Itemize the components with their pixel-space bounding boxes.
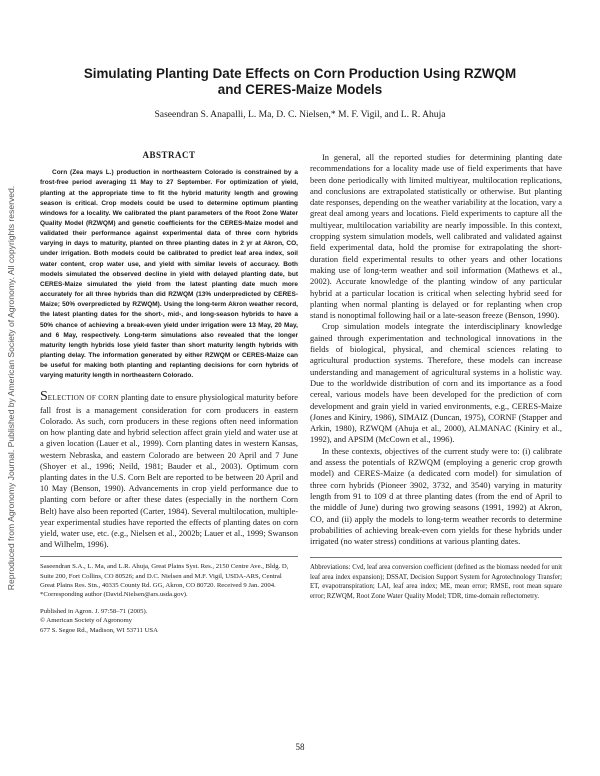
side-watermark: [2, 0, 20, 776]
right-column: [310, 152, 562, 601]
article-title: [40, 66, 560, 98]
abbreviations-note: Abbreviations: Cvd, leaf area conversion coefficient (defined as the biomass needed for unit leaf area index expansion); DSSAT, Decision Support System for Agrotechnology Transfer; ET, evapotranspiration; LAI, leaf area index; ME, mean error; RMSE, root mean square error; RZWQM, Root Zone Water Quality Model; TDR, time-domain reflectometry.: [310, 564, 562, 600]
intro-smallcaps: ELECTION OF CORN: [47, 394, 119, 403]
body-paragraph-1: In general, all the reported studies for determining planting date recommendations for a locality made use of field experiments that have been done periodically with limited multiyear, multilocation replications, and conclusions are extrapolated statistically or otherwise. But planting date responses, depending on the weather variability at the location, vary a great deal among years and locations. Field experiments to capture all the multiyear, multilocation variability are nearly impossible. In this context, cropping system simulation models, well calibrated and validated against field experimental data, hold the promise for extrapolating the short-duration field experimental results to other years and other locations making use of long-term weather and soil information (Mathews et al., 2002). Accurate knowledge of the planting window of any particular hybrid at a particular location is critical when selecting hybrid seed for planting when normal planting is delayed or for replanting when crop stand is nonoptimal following hail or a late-season freeze (Benson, 1990).: [310, 152, 562, 321]
publication-info: [40, 607, 298, 635]
pub-copyright: © American Society of Agronomy: [40, 617, 133, 625]
title-line-1: Simulating Planting Date Effects on Corn Production Using RZWQM: [83, 66, 517, 81]
abstract-text: Corn (Zea mays L.) production in northeastern Colorado is constrained by a frost-free period averaging 11 May to 27 September. For optimization of yield, planting at the appropriate time to fit the hybrid maturity length and growing season is critical. Crop models could be used to determine optimum planting windows for a locality. We calibrated the plant parameters of the Root Zone Water Quality Model (RZWQM) and genetic coefficients for the CERES-Maize model and validated their performance against experimental data of three corn hybrids varying in days to maturity, planted on three planting dates in 2 yr at Akron, CO, under irrigation. Both models could be calibrated to predict leaf area index, soil water content, crop water use, and yield with similar levels of accuracy. Both models simulated the observed decline in yield with delayed planting date, but CERES-Maize simulated the yield from the latest planting date much more accurately for all three hybrids than did RZWQM (13% underpredicted by CERES-Maize; 50% overpredicted by RZWQM). Using the long-term Akron weather record, the latest planting dates for the short-, mid-, and long-season hybrids to have a 50% chance of achieving a break-even yield under irrigation were 13 May, 20 May, and 6 May, respectively. Long-term simulations also revealed that the longer maturity length hybrids lose yield faster than short maturity length hybrids with planting delay. The information generated by either RZWQM or CERES-Maize can be useful for making both planting and replanting decisions for corn hybrids of varying maturity length in northeastern Colorado.: [40, 169, 298, 380]
intro-paragraph: [40, 391, 298, 550]
body-paragraph-2: Crop simulation models integrate the interdisciplinary knowledge gained through experimentation and technological innovations in the fields of biological, physical, and chemical sciences relating to agricultural production systems. Therefore, these models can increase understanding and management of agricultural systems in a holistic way. Due to the worldwide distribution of corn and its importance as a food cereal, various models have been developed for the prediction of corn development and grain yield in varied environments, e.g., CERES-Maize (Jones and Kiniry, 1986), SIMAIZ (Duncan, 1975), CORNF (Stapper and Arkin, 1980), RZWQM (Ahuja et al., 2000), ALMANAC (Kiniry et al., 1992), and APSIM (McCown et al., 1996).: [310, 321, 562, 445]
pub-address: 677 S. Segoe Rd., Madison, WI 53711 USA: [40, 626, 158, 634]
author-list: Saseendran S. Anapalli, L. Ma, D. C. Nielsen,* M. F. Vigil, and L. R. Ahuja: [154, 109, 446, 120]
footnote-divider: [40, 556, 298, 557]
intro-text: planting date to ensure physiological maturity before fall frost is a management consideration for corn producers in eastern Colorado. As such, corn producers in these regions often need information on how planting date and hybrid selection affect grain yield and water use at a given location (Lauer et al., 1999). Corn planting dates in western Kansas, western Nebraska, and eastern Colorado are between 20 April and 7 June (Shoyer et al., 1996; Neild, 1981; Bauder et al., 2003). Optimum corn planting dates in the U.S. Corn Belt are reported to be between 20 April and 10 May (Benson, 1990). Advancements in crop yield performance due to planting corn before or after these dates (especially in the northern Corn Belt) have also been reported (Carter, 1984). Several multilocation, multiple-year experimental studies have reported the effects of planting dates on corn yield, water use, etc. (e.g., Nielsen et al., 2002b; Lauer et al., 1999; Swanson and Wilhelm, 1996).: [40, 393, 298, 550]
article-header: [40, 66, 560, 120]
pub-citation: Published in Agron. J. 97:58–71 (2005).: [40, 608, 148, 616]
affiliation-note: Saseendran S.A., L. Ma, and L.R. Ahuja, Great Plains Syst. Res., 2150 Centre Ave., Bldg. D, Suite 200, Fort Collins, CO 80526; and D.C. Nielsen and M.F. Vigil, USDA-ARS, Central Great Plains Res. Stn., 40335 County Rd. GG, Akron, CO 80720. Received 9 Jan. 2004. *Corresponding author (David.Nielsen@ars.usda.gov).: [40, 563, 289, 598]
page-number: 58: [295, 742, 305, 752]
body-paragraph-3: In these contexts, objectives of the current study were to: (i) calibrate and assess the potentials of RZWQM (employing a generic crop growth model) and CERES-Maize (a dedicated corn model) for simulation of three corn hybrids (Pioneer 3902, 3732, and 3540) varying in maturity length from 91 to 109 d at three planting dates (from the end of April to the middle of June) during two growing seasons (1991, 1992) at Akron, CO, and (ii) apply the models to long-term weather records to determine probabilities of achieving break-even corn yields for these hybrids under irrigated (no water stress) conditions at various planting dates.: [310, 445, 562, 547]
left-column: [40, 150, 298, 635]
side-watermark-text: Reproduced from Agronomy Journal. Published by American Society of Agronomy. All copyrights reserved.: [6, 185, 16, 591]
intro-dropcap: S: [40, 389, 48, 405]
abbreviations-divider: [310, 557, 562, 558]
title-line-2: and CERES-Maize Models: [217, 82, 383, 97]
abstract-heading: ABSTRACT: [142, 150, 196, 160]
